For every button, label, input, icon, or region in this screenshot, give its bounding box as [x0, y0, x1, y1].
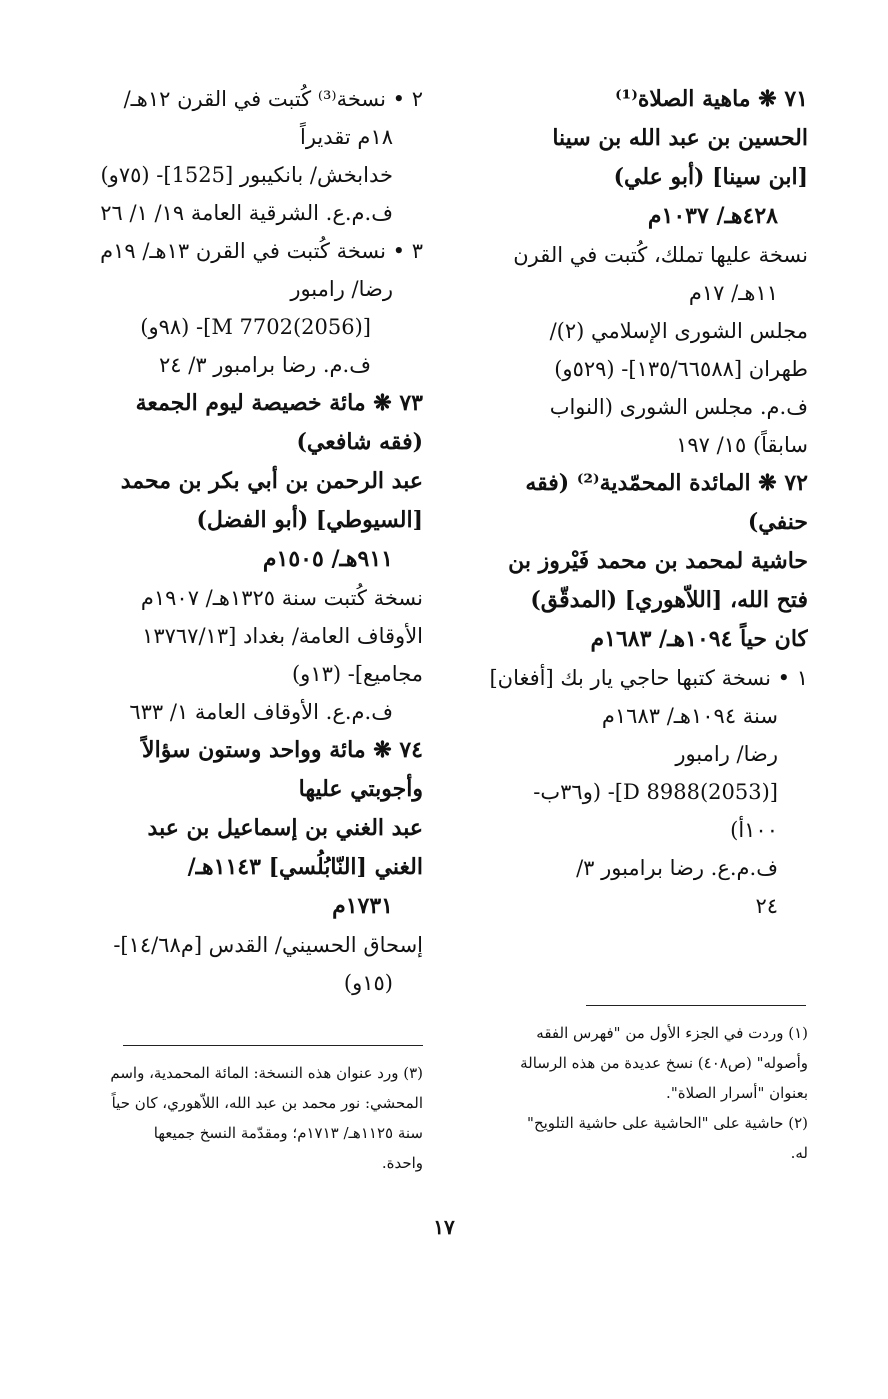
text-line: ٧١ ❋ ماهية الصلاة⁽¹⁾: [615, 86, 808, 112]
footnote-line: (١) وردت في الجزء الأول من "فهرس الفقه: [536, 1024, 808, 1042]
text-line: كان حياً ١٠٩٤هـ/ ١٦٨٣م: [590, 626, 808, 652]
text-line: ٧٤ ❋ مائة وواحد وستون سؤالاً: [142, 737, 423, 763]
text-line: ٣ • نسخة كُتبت في القرن ١٣هـ/ ١٩م: [100, 239, 423, 263]
text-line: سنة ١٠٩٤هـ/ ١٦٨٣م: [601, 704, 778, 728]
text-line: عبد الرحمن بن أبي بكر بن محمد: [120, 468, 423, 494]
footnote-line: (٣) ورد عنوان هذه النسخة: المائة المحمدية، واسم: [110, 1064, 423, 1082]
text-line: طهران [١٣٥/٦٦٥٨٨]- (٥٢٩و): [554, 357, 808, 381]
text-line: ٧٣ ❋ مائة خصيصة ليوم الجمعة: [135, 390, 423, 416]
text-line: [السيوطي] (أبو الفضل): [196, 507, 423, 533]
text-line: عبد الغني بن إسماعيل بن عبد: [147, 815, 423, 841]
page-number: ١٧: [433, 1215, 455, 1239]
text-line: حاشية لمحمد بن محمد فَيْروز بن: [508, 548, 808, 574]
text-line: رضا/ رامبور: [675, 742, 778, 766]
text-line: فتح الله، [اللاّهوري] (المدقّق): [530, 587, 808, 613]
text-line: ف.م.ع. رضا برامبور ٣/: [576, 856, 778, 880]
text-line: مجاميع]- (١٣و): [291, 662, 423, 686]
footnote-line: وأصوله" (ص٤٠٨) نسخ عديدة من هذه الرسالة: [520, 1054, 808, 1072]
text-line: مجلس الشورى الإسلامي (٢)/: [549, 319, 808, 343]
text-line: ١١هـ/ ١٧م: [688, 281, 778, 305]
text-line: ٢٤: [755, 894, 778, 918]
text-line: نسخة كُتبت سنة ١٣٢٥هـ/ ١٩٠٧م: [140, 586, 423, 610]
text-line: الأوقاف العامة/ بغداد [١٣٧٦٧/١٣: [142, 624, 423, 648]
footnote-line: له.: [790, 1144, 808, 1162]
text-line: سابقاً) ١٥/ ١٩٧: [676, 433, 808, 457]
footnote-divider-right: [586, 1005, 806, 1006]
text-line: ف.م.ع. الشرقية العامة ١٩/ ١/ ٢٦: [100, 201, 393, 225]
text-line: حنفي): [747, 509, 808, 535]
footnote-line: سنة ١١٢٥هـ/ ١٧١٣م؛ ومقدّمة النسخ جميعها: [153, 1124, 423, 1142]
text-line: (١٥و): [343, 971, 393, 995]
text-line: رضا/ رامبور: [290, 277, 393, 301]
footnote-line: واحدة.: [381, 1154, 423, 1172]
text-line: ٤٢٨هـ/ ١٠٣٧م: [647, 203, 778, 229]
footnote-divider-left: [123, 1045, 423, 1046]
text-line: ١ • نسخة كتبها حاجي يار بك [أفغان]: [489, 666, 808, 690]
text-line: الغني [النّابُلُسي] ١١٤٣هـ/: [187, 854, 423, 880]
text-line: إسحاق الحسيني/ القدس [م١٤/٦٨]-: [113, 933, 423, 957]
text-line: [ابن سينا] (أبو علي): [613, 164, 808, 190]
footnotes-left: [83, 1058, 423, 1178]
text-line: ف.م. مجلس الشورى (النواب: [549, 395, 808, 419]
text-line: ١٧٣١م: [332, 893, 393, 919]
text-line: خدابخش/ بانكيبور [1525]- (٧٥و): [100, 163, 393, 187]
right-column: [468, 80, 808, 925]
footnotes-right: [468, 1018, 808, 1168]
text-line: [D 8988(2053)]- (و٣٦ب-: [533, 780, 778, 804]
text-line: ١٨م تقديراً: [300, 125, 393, 149]
footnote-line: المحشي: نور محمد بن عبد الله، اللاّهوري، كان حياً: [111, 1094, 423, 1112]
text-line: الحسين بن عبد الله بن سينا: [552, 125, 808, 151]
left-column: [83, 80, 423, 1002]
text-line: ف.م.ع. الأوقاف العامة ١/ ٦٣٣: [129, 700, 393, 724]
text-line: وأجوبتي عليها: [298, 776, 423, 802]
text-line: ف.م. رضا برامبور ٣/ ٢٤: [159, 353, 371, 377]
footnote-line: بعنوان "أسرار الصلاة".: [666, 1084, 808, 1102]
footnote-line: (٢) حاشية على "الحاشية على حاشية التلويح": [527, 1114, 808, 1132]
text-line: ٧٢ ❋ المائدة المحمّدية⁽²⁾ (فقه: [525, 470, 808, 496]
text-line: ١٠٠أ): [730, 818, 778, 842]
text-line: ٢ • نسخة⁽³⁾ كُتبت في القرن ١٢هـ/: [123, 87, 423, 111]
text-line: [M 7702(2056)]- (٩٨و): [140, 315, 371, 339]
text-line: (فقه شافعي): [296, 429, 423, 455]
text-line: نسخة عليها تملك، كُتبت في القرن: [513, 243, 808, 267]
text-line: ٩١١هـ/ ١٥٠٥م: [262, 546, 393, 572]
